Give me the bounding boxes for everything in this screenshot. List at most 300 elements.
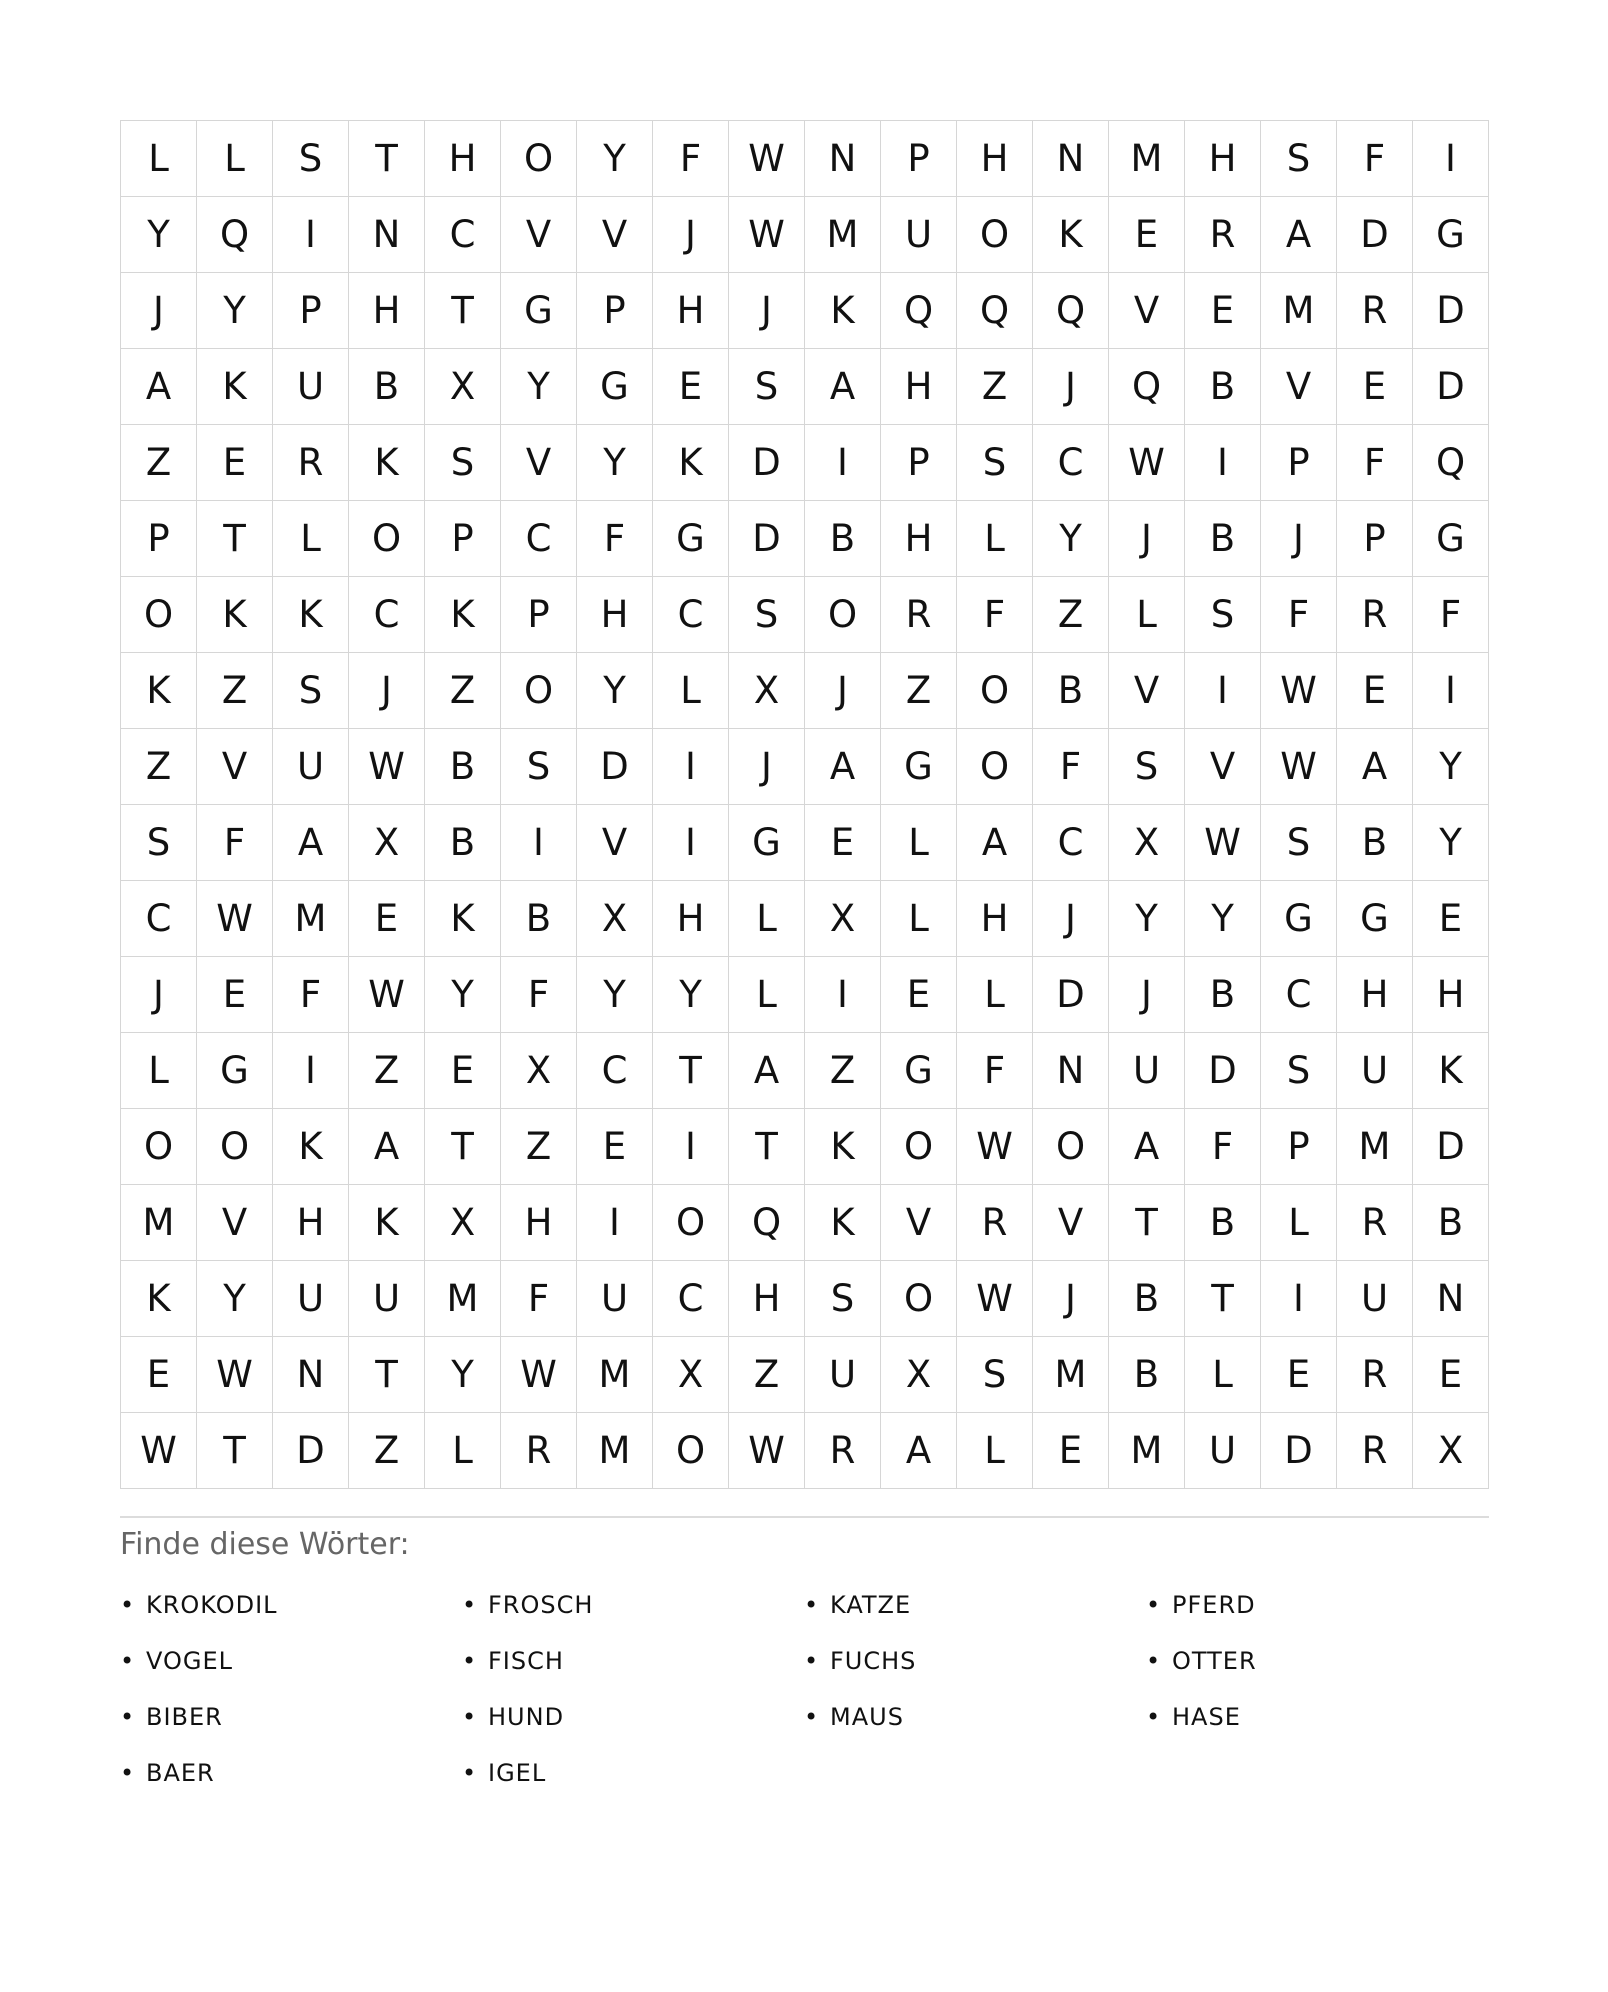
grid-cell[interactable]: P xyxy=(1337,501,1413,577)
grid-cell[interactable]: A xyxy=(805,729,881,805)
grid-cell[interactable]: Y xyxy=(577,957,653,1033)
grid-cell[interactable]: K xyxy=(197,349,273,425)
grid-cell[interactable]: O xyxy=(957,197,1033,273)
grid-cell[interactable]: P xyxy=(577,273,653,349)
grid-cell[interactable]: E xyxy=(1185,273,1261,349)
grid-cell[interactable]: D xyxy=(1413,273,1489,349)
grid-cell[interactable]: W xyxy=(501,1337,577,1413)
grid-cell[interactable]: L xyxy=(957,957,1033,1033)
grid-cell[interactable]: O xyxy=(957,653,1033,729)
grid-cell[interactable]: G xyxy=(1413,197,1489,273)
grid-cell[interactable]: Q xyxy=(1413,425,1489,501)
grid-cell[interactable]: H xyxy=(1413,957,1489,1033)
grid-cell[interactable]: R xyxy=(1337,1185,1413,1261)
grid-cell[interactable]: O xyxy=(881,1109,957,1185)
grid-cell[interactable]: S xyxy=(729,577,805,653)
grid-cell[interactable]: H xyxy=(425,121,501,197)
grid-cell[interactable]: K xyxy=(121,653,197,729)
grid-cell[interactable]: T xyxy=(197,501,273,577)
grid-cell[interactable]: X xyxy=(729,653,805,729)
grid-cell[interactable]: A xyxy=(1109,1109,1185,1185)
grid-cell[interactable]: B xyxy=(1109,1261,1185,1337)
grid-cell[interactable]: W xyxy=(957,1109,1033,1185)
grid-cell[interactable]: X xyxy=(501,1033,577,1109)
grid-cell[interactable]: G xyxy=(1261,881,1337,957)
grid-cell[interactable]: S xyxy=(957,1337,1033,1413)
grid-cell[interactable]: P xyxy=(881,121,957,197)
grid-cell[interactable]: X xyxy=(805,881,881,957)
grid-cell[interactable]: Y xyxy=(577,653,653,729)
grid-cell[interactable]: L xyxy=(425,1413,501,1489)
grid-cell[interactable]: S xyxy=(121,805,197,881)
grid-cell[interactable]: C xyxy=(1033,425,1109,501)
grid-cell[interactable]: T xyxy=(653,1033,729,1109)
grid-cell[interactable]: K xyxy=(805,1109,881,1185)
grid-cell[interactable]: W xyxy=(729,1413,805,1489)
grid-cell[interactable]: E xyxy=(805,805,881,881)
grid-cell[interactable]: O xyxy=(349,501,425,577)
grid-cell[interactable]: F xyxy=(273,957,349,1033)
grid-cell[interactable]: B xyxy=(1185,957,1261,1033)
grid-cell[interactable]: X xyxy=(1413,1413,1489,1489)
grid-cell[interactable]: T xyxy=(425,273,501,349)
grid-cell[interactable]: Y xyxy=(1413,805,1489,881)
grid-cell[interactable]: J xyxy=(1033,881,1109,957)
grid-cell[interactable]: J xyxy=(1261,501,1337,577)
grid-cell[interactable]: D xyxy=(1261,1413,1337,1489)
grid-cell[interactable]: Z xyxy=(729,1337,805,1413)
grid-cell[interactable]: L xyxy=(197,121,273,197)
grid-cell[interactable]: H xyxy=(349,273,425,349)
grid-cell[interactable]: L xyxy=(121,1033,197,1109)
grid-cell[interactable]: N xyxy=(273,1337,349,1413)
grid-cell[interactable]: J xyxy=(121,957,197,1033)
grid-cell[interactable]: L xyxy=(957,501,1033,577)
grid-cell[interactable]: Y xyxy=(653,957,729,1033)
grid-cell[interactable]: U xyxy=(577,1261,653,1337)
grid-cell[interactable]: F xyxy=(501,957,577,1033)
grid-cell[interactable]: S xyxy=(273,121,349,197)
grid-cell[interactable]: U xyxy=(1109,1033,1185,1109)
grid-cell[interactable]: E xyxy=(1413,1337,1489,1413)
grid-cell[interactable]: I xyxy=(501,805,577,881)
grid-cell[interactable]: O xyxy=(957,729,1033,805)
grid-cell[interactable]: U xyxy=(349,1261,425,1337)
grid-cell[interactable]: Q xyxy=(729,1185,805,1261)
grid-cell[interactable]: Z xyxy=(805,1033,881,1109)
grid-cell[interactable]: K xyxy=(197,577,273,653)
grid-cell[interactable]: J xyxy=(1109,501,1185,577)
grid-cell[interactable]: Y xyxy=(501,349,577,425)
grid-cell[interactable]: K xyxy=(425,577,501,653)
grid-cell[interactable]: O xyxy=(121,577,197,653)
grid-cell[interactable]: O xyxy=(805,577,881,653)
grid-cell[interactable]: L xyxy=(1109,577,1185,653)
grid-cell[interactable]: S xyxy=(729,349,805,425)
grid-cell[interactable]: O xyxy=(1033,1109,1109,1185)
grid-cell[interactable]: L xyxy=(273,501,349,577)
grid-cell[interactable]: U xyxy=(1337,1033,1413,1109)
grid-cell[interactable]: V xyxy=(501,425,577,501)
grid-cell[interactable]: H xyxy=(653,273,729,349)
grid-cell[interactable]: W xyxy=(121,1413,197,1489)
grid-cell[interactable]: A xyxy=(957,805,1033,881)
grid-cell[interactable]: Z xyxy=(501,1109,577,1185)
grid-cell[interactable]: I xyxy=(653,1109,729,1185)
grid-cell[interactable]: V xyxy=(197,729,273,805)
grid-cell[interactable]: L xyxy=(729,957,805,1033)
grid-cell[interactable]: F xyxy=(957,1033,1033,1109)
grid-cell[interactable]: B xyxy=(425,805,501,881)
grid-cell[interactable]: L xyxy=(1185,1337,1261,1413)
grid-cell[interactable]: E xyxy=(1337,653,1413,729)
grid-cell[interactable]: B xyxy=(1337,805,1413,881)
grid-cell[interactable]: P xyxy=(881,425,957,501)
grid-cell[interactable]: K xyxy=(121,1261,197,1337)
grid-cell[interactable]: F xyxy=(1185,1109,1261,1185)
grid-cell[interactable]: C xyxy=(349,577,425,653)
grid-cell[interactable]: R xyxy=(273,425,349,501)
grid-cell[interactable]: V xyxy=(1261,349,1337,425)
grid-cell[interactable]: V xyxy=(881,1185,957,1261)
grid-cell[interactable]: E xyxy=(1261,1337,1337,1413)
grid-cell[interactable]: Z xyxy=(349,1413,425,1489)
grid-cell[interactable]: K xyxy=(653,425,729,501)
grid-cell[interactable]: X xyxy=(425,349,501,425)
grid-cell[interactable]: K xyxy=(805,273,881,349)
grid-cell[interactable]: F xyxy=(1337,121,1413,197)
grid-cell[interactable]: M xyxy=(1109,1413,1185,1489)
grid-cell[interactable]: X xyxy=(653,1337,729,1413)
grid-cell[interactable]: S xyxy=(1261,121,1337,197)
grid-cell[interactable]: T xyxy=(729,1109,805,1185)
grid-cell[interactable]: C xyxy=(121,881,197,957)
grid-cell[interactable]: E xyxy=(121,1337,197,1413)
grid-cell[interactable]: F xyxy=(1337,425,1413,501)
grid-cell[interactable]: E xyxy=(881,957,957,1033)
grid-cell[interactable]: S xyxy=(425,425,501,501)
grid-cell[interactable]: B xyxy=(1185,501,1261,577)
grid-cell[interactable]: V xyxy=(1033,1185,1109,1261)
grid-cell[interactable]: W xyxy=(1261,729,1337,805)
grid-cell[interactable]: E xyxy=(197,425,273,501)
grid-cell[interactable]: B xyxy=(1109,1337,1185,1413)
grid-cell[interactable]: K xyxy=(349,425,425,501)
grid-cell[interactable]: S xyxy=(1261,805,1337,881)
grid-cell[interactable]: I xyxy=(805,425,881,501)
grid-cell[interactable]: I xyxy=(1185,425,1261,501)
grid-cell[interactable]: N xyxy=(1413,1261,1489,1337)
grid-cell[interactable]: N xyxy=(805,121,881,197)
grid-cell[interactable]: O xyxy=(501,653,577,729)
grid-cell[interactable]: G xyxy=(197,1033,273,1109)
grid-cell[interactable]: I xyxy=(1413,653,1489,729)
grid-cell[interactable]: M xyxy=(577,1337,653,1413)
grid-cell[interactable]: B xyxy=(1185,1185,1261,1261)
grid-cell[interactable]: E xyxy=(1109,197,1185,273)
grid-cell[interactable]: D xyxy=(1033,957,1109,1033)
grid-cell[interactable]: Y xyxy=(197,273,273,349)
grid-cell[interactable]: T xyxy=(197,1413,273,1489)
grid-cell[interactable]: M xyxy=(1109,121,1185,197)
grid-cell[interactable]: L xyxy=(957,1413,1033,1489)
grid-cell[interactable]: D xyxy=(1413,1109,1489,1185)
grid-cell[interactable]: W xyxy=(349,729,425,805)
grid-cell[interactable]: B xyxy=(1413,1185,1489,1261)
grid-cell[interactable]: K xyxy=(273,577,349,653)
grid-cell[interactable]: X xyxy=(1109,805,1185,881)
grid-cell[interactable]: M xyxy=(805,197,881,273)
grid-cell[interactable]: I xyxy=(577,1185,653,1261)
grid-cell[interactable]: B xyxy=(1185,349,1261,425)
grid-cell[interactable]: J xyxy=(653,197,729,273)
grid-cell[interactable]: Z xyxy=(121,425,197,501)
grid-cell[interactable]: R xyxy=(1337,577,1413,653)
grid-cell[interactable]: H xyxy=(957,881,1033,957)
grid-cell[interactable]: M xyxy=(1337,1109,1413,1185)
grid-cell[interactable]: Y xyxy=(1033,501,1109,577)
grid-cell[interactable]: H xyxy=(1185,121,1261,197)
grid-cell[interactable]: T xyxy=(425,1109,501,1185)
grid-cell[interactable]: J xyxy=(805,653,881,729)
grid-cell[interactable]: N xyxy=(1033,121,1109,197)
grid-cell[interactable]: E xyxy=(197,957,273,1033)
grid-cell[interactable]: I xyxy=(1413,121,1489,197)
grid-cell[interactable]: E xyxy=(1033,1413,1109,1489)
grid-cell[interactable]: T xyxy=(349,121,425,197)
grid-cell[interactable]: Z xyxy=(881,653,957,729)
grid-cell[interactable]: P xyxy=(1261,425,1337,501)
grid-cell[interactable]: Z xyxy=(121,729,197,805)
grid-cell[interactable]: Y xyxy=(197,1261,273,1337)
grid-cell[interactable]: Y xyxy=(577,425,653,501)
grid-cell[interactable]: J xyxy=(121,273,197,349)
grid-cell[interactable]: C xyxy=(501,501,577,577)
grid-cell[interactable]: K xyxy=(349,1185,425,1261)
grid-cell[interactable]: P xyxy=(273,273,349,349)
grid-cell[interactable]: W xyxy=(1109,425,1185,501)
grid-cell[interactable]: O xyxy=(501,121,577,197)
grid-cell[interactable]: G xyxy=(653,501,729,577)
grid-cell[interactable]: F xyxy=(1033,729,1109,805)
grid-cell[interactable]: B xyxy=(1033,653,1109,729)
grid-cell[interactable]: C xyxy=(425,197,501,273)
grid-cell[interactable]: Y xyxy=(425,1337,501,1413)
grid-cell[interactable]: P xyxy=(121,501,197,577)
grid-cell[interactable]: H xyxy=(957,121,1033,197)
grid-cell[interactable]: O xyxy=(121,1109,197,1185)
grid-cell[interactable]: J xyxy=(1109,957,1185,1033)
grid-cell[interactable]: S xyxy=(501,729,577,805)
grid-cell[interactable]: S xyxy=(1261,1033,1337,1109)
grid-cell[interactable]: Q xyxy=(957,273,1033,349)
grid-cell[interactable]: R xyxy=(1185,197,1261,273)
grid-cell[interactable]: X xyxy=(349,805,425,881)
grid-cell[interactable]: T xyxy=(1109,1185,1185,1261)
grid-cell[interactable]: Z xyxy=(1033,577,1109,653)
grid-cell[interactable]: N xyxy=(1033,1033,1109,1109)
grid-cell[interactable]: J xyxy=(349,653,425,729)
grid-cell[interactable]: H xyxy=(501,1185,577,1261)
grid-cell[interactable]: M xyxy=(1033,1337,1109,1413)
grid-cell[interactable]: M xyxy=(121,1185,197,1261)
grid-cell[interactable]: S xyxy=(273,653,349,729)
grid-cell[interactable]: T xyxy=(349,1337,425,1413)
grid-cell[interactable]: L xyxy=(1261,1185,1337,1261)
grid-cell[interactable]: D xyxy=(729,425,805,501)
grid-cell[interactable]: W xyxy=(729,121,805,197)
grid-cell[interactable]: Y xyxy=(1109,881,1185,957)
grid-cell[interactable]: L xyxy=(653,653,729,729)
grid-cell[interactable]: R xyxy=(1337,273,1413,349)
grid-cell[interactable]: R xyxy=(501,1413,577,1489)
grid-cell[interactable]: V xyxy=(1185,729,1261,805)
grid-cell[interactable]: U xyxy=(273,1261,349,1337)
grid-cell[interactable]: H xyxy=(1337,957,1413,1033)
grid-cell[interactable]: R xyxy=(1337,1337,1413,1413)
grid-cell[interactable]: W xyxy=(1261,653,1337,729)
grid-cell[interactable]: X xyxy=(881,1337,957,1413)
grid-cell[interactable]: H xyxy=(729,1261,805,1337)
grid-cell[interactable]: B xyxy=(425,729,501,805)
grid-cell[interactable]: I xyxy=(273,197,349,273)
grid-cell[interactable]: H xyxy=(273,1185,349,1261)
grid-cell[interactable]: D xyxy=(273,1413,349,1489)
grid-cell[interactable]: D xyxy=(1185,1033,1261,1109)
grid-cell[interactable]: A xyxy=(881,1413,957,1489)
grid-cell[interactable]: Q xyxy=(881,273,957,349)
grid-cell[interactable]: A xyxy=(349,1109,425,1185)
grid-cell[interactable]: D xyxy=(729,501,805,577)
grid-cell[interactable]: K xyxy=(805,1185,881,1261)
grid-cell[interactable]: Z xyxy=(349,1033,425,1109)
grid-cell[interactable]: I xyxy=(1185,653,1261,729)
grid-cell[interactable]: G xyxy=(729,805,805,881)
grid-cell[interactable]: R xyxy=(881,577,957,653)
grid-cell[interactable]: U xyxy=(273,349,349,425)
grid-cell[interactable]: K xyxy=(1413,1033,1489,1109)
grid-cell[interactable]: A xyxy=(729,1033,805,1109)
grid-cell[interactable]: W xyxy=(1185,805,1261,881)
grid-cell[interactable]: W xyxy=(349,957,425,1033)
grid-cell[interactable]: E xyxy=(653,349,729,425)
grid-cell[interactable]: R xyxy=(805,1413,881,1489)
grid-cell[interactable]: O xyxy=(197,1109,273,1185)
grid-cell[interactable]: F xyxy=(957,577,1033,653)
grid-cell[interactable]: A xyxy=(121,349,197,425)
grid-cell[interactable]: P xyxy=(1261,1109,1337,1185)
grid-cell[interactable]: V xyxy=(1109,653,1185,729)
grid-cell[interactable]: B xyxy=(501,881,577,957)
grid-cell[interactable]: S xyxy=(1109,729,1185,805)
grid-cell[interactable]: L xyxy=(729,881,805,957)
grid-cell[interactable]: L xyxy=(881,805,957,881)
grid-cell[interactable]: C xyxy=(577,1033,653,1109)
grid-cell[interactable]: Q xyxy=(1033,273,1109,349)
grid-cell[interactable]: I xyxy=(805,957,881,1033)
grid-cell[interactable]: V xyxy=(197,1185,273,1261)
grid-cell[interactable]: U xyxy=(1185,1413,1261,1489)
grid-cell[interactable]: O xyxy=(881,1261,957,1337)
grid-cell[interactable]: G xyxy=(881,1033,957,1109)
grid-cell[interactable]: Y xyxy=(1185,881,1261,957)
grid-cell[interactable]: C xyxy=(653,1261,729,1337)
grid-cell[interactable]: V xyxy=(577,805,653,881)
grid-cell[interactable]: O xyxy=(653,1185,729,1261)
grid-cell[interactable]: F xyxy=(501,1261,577,1337)
grid-cell[interactable]: H xyxy=(577,577,653,653)
grid-cell[interactable]: C xyxy=(653,577,729,653)
grid-cell[interactable]: F xyxy=(1413,577,1489,653)
grid-cell[interactable]: T xyxy=(1185,1261,1261,1337)
grid-cell[interactable]: X xyxy=(577,881,653,957)
grid-cell[interactable]: H xyxy=(881,501,957,577)
grid-cell[interactable]: J xyxy=(1033,1261,1109,1337)
grid-cell[interactable]: E xyxy=(425,1033,501,1109)
grid-cell[interactable]: C xyxy=(1261,957,1337,1033)
grid-cell[interactable]: M xyxy=(273,881,349,957)
grid-cell[interactable]: W xyxy=(197,881,273,957)
grid-cell[interactable]: E xyxy=(1413,881,1489,957)
grid-cell[interactable]: R xyxy=(1337,1413,1413,1489)
grid-cell[interactable]: G xyxy=(577,349,653,425)
grid-cell[interactable]: Z xyxy=(197,653,273,729)
grid-cell[interactable]: B xyxy=(805,501,881,577)
grid-cell[interactable]: I xyxy=(273,1033,349,1109)
grid-cell[interactable]: D xyxy=(1337,197,1413,273)
grid-cell[interactable]: Z xyxy=(957,349,1033,425)
grid-cell[interactable]: W xyxy=(729,197,805,273)
grid-cell[interactable]: G xyxy=(1413,501,1489,577)
grid-cell[interactable]: W xyxy=(197,1337,273,1413)
grid-cell[interactable]: A xyxy=(273,805,349,881)
grid-cell[interactable]: Y xyxy=(425,957,501,1033)
grid-cell[interactable]: J xyxy=(729,273,805,349)
grid-cell[interactable]: E xyxy=(577,1109,653,1185)
grid-cell[interactable]: F xyxy=(197,805,273,881)
grid-cell[interactable]: Y xyxy=(1413,729,1489,805)
grid-cell[interactable]: G xyxy=(501,273,577,349)
grid-cell[interactable]: K xyxy=(1033,197,1109,273)
grid-cell[interactable]: L xyxy=(881,881,957,957)
grid-cell[interactable]: K xyxy=(425,881,501,957)
grid-cell[interactable]: U xyxy=(1337,1261,1413,1337)
grid-cell[interactable]: Z xyxy=(425,653,501,729)
grid-cell[interactable]: D xyxy=(577,729,653,805)
grid-cell[interactable]: M xyxy=(577,1413,653,1489)
grid-cell[interactable]: J xyxy=(729,729,805,805)
grid-cell[interactable]: S xyxy=(1185,577,1261,653)
grid-cell[interactable]: Y xyxy=(121,197,197,273)
grid-cell[interactable]: I xyxy=(1261,1261,1337,1337)
grid-cell[interactable]: F xyxy=(577,501,653,577)
grid-cell[interactable]: F xyxy=(1261,577,1337,653)
grid-cell[interactable]: U xyxy=(273,729,349,805)
grid-cell[interactable]: M xyxy=(1261,273,1337,349)
grid-cell[interactable]: D xyxy=(1413,349,1489,425)
grid-cell[interactable]: C xyxy=(1033,805,1109,881)
grid-cell[interactable]: N xyxy=(349,197,425,273)
grid-cell[interactable]: R xyxy=(957,1185,1033,1261)
grid-cell[interactable]: H xyxy=(653,881,729,957)
grid-cell[interactable]: Q xyxy=(197,197,273,273)
grid-cell[interactable]: U xyxy=(881,197,957,273)
grid-cell[interactable]: F xyxy=(653,121,729,197)
grid-cell[interactable]: H xyxy=(881,349,957,425)
grid-cell[interactable]: U xyxy=(805,1337,881,1413)
grid-cell[interactable]: V xyxy=(501,197,577,273)
grid-cell[interactable]: K xyxy=(273,1109,349,1185)
